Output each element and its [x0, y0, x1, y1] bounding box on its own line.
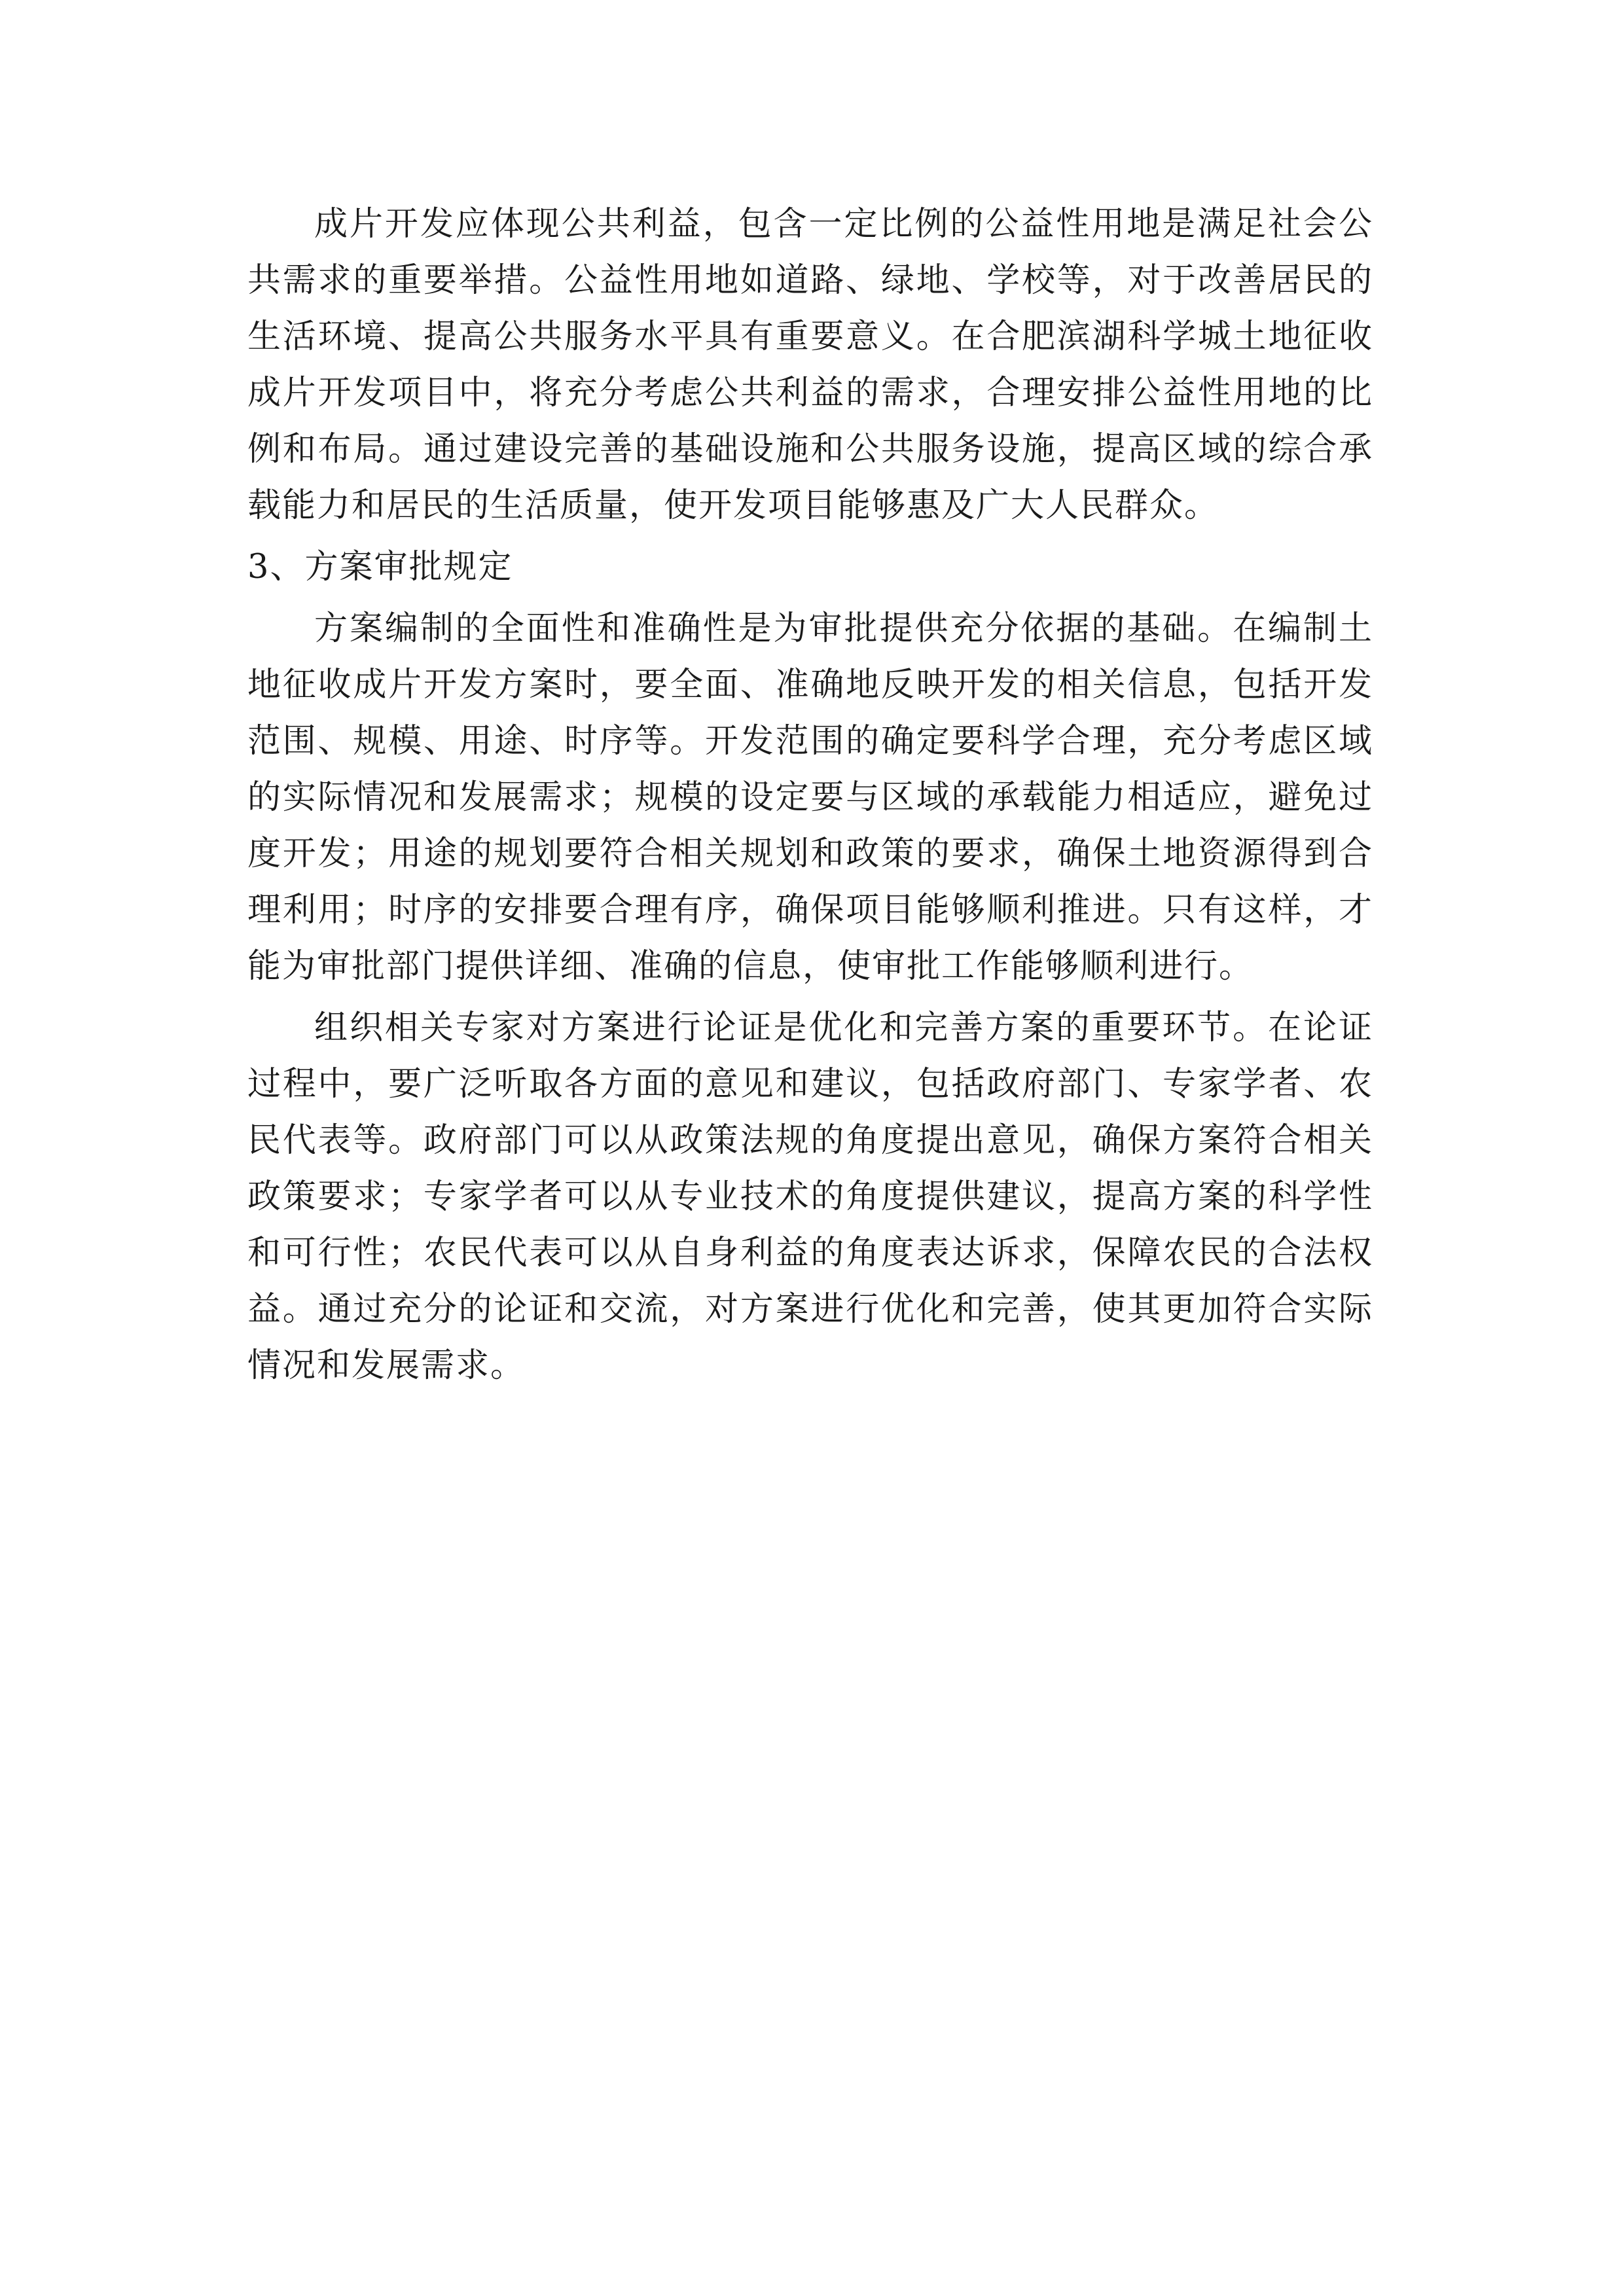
- document-body: [247, 196, 1373, 1399]
- paragraph-expert-review: 组织相关专家对方案进行论证是优化和完善方案的重要环节。在论证过程中，要广泛听取各方面的意见和建议，包括政府部门、专家学者、农民代表等。政府部门可以从政策法规的角度提出意见，确保方案符合相关政策要求；专家学者可以从专业技术的角度提供建议，提高方案的科学性和可行性；农民代表可以从自身利益的角度表达诉求，保障农民的合法权益。通过充分的论证和交流，对方案进行优化和完善，使其更加符合实际情况和发展需求。: [247, 1009, 1373, 1385]
- paragraph-plan-compilation: 方案编制的全面性和准确性是为审批提供充分依据的基础。在编制土地征收成片开发方案时，要全面、准确地反映开发的相关信息，包括开发范围、规模、用途、时序等。开发范围的确定要科学合理，充分考虑区域的实际情况和发展需求；规模的设定要与区域的承载能力相适应，避免过度开发；用途的规划要符合相关规划和政策的要求，确保土地资源得到合理利用；时序的安排要合理有序，确保项目能够顺利推进。只有这样，才能为审批部门提供详细、准确的信息，使审批工作能够顺利进行。: [247, 609, 1373, 986]
- paragraph-public-interest: 成片开发应体现公共利益，包含一定比例的公益性用地是满足社会公共需求的重要举措。公益性用地如道路、绿地、学校等，对于改善居民的生活环境、提高公共服务水平具有重要意义。在合肥滨湖科学城土地征收成片开发项目中，将充分考虑公共利益的需求，合理安排公益性用地的比例和布局。通过建设完善的基础设施和公共服务设施，提高区域的综合承载能力和居民的生活质量，使开发项目能够惠及广大人民群众。: [247, 205, 1373, 525]
- section-heading-approval: 3、方案审批规定: [247, 548, 513, 586]
